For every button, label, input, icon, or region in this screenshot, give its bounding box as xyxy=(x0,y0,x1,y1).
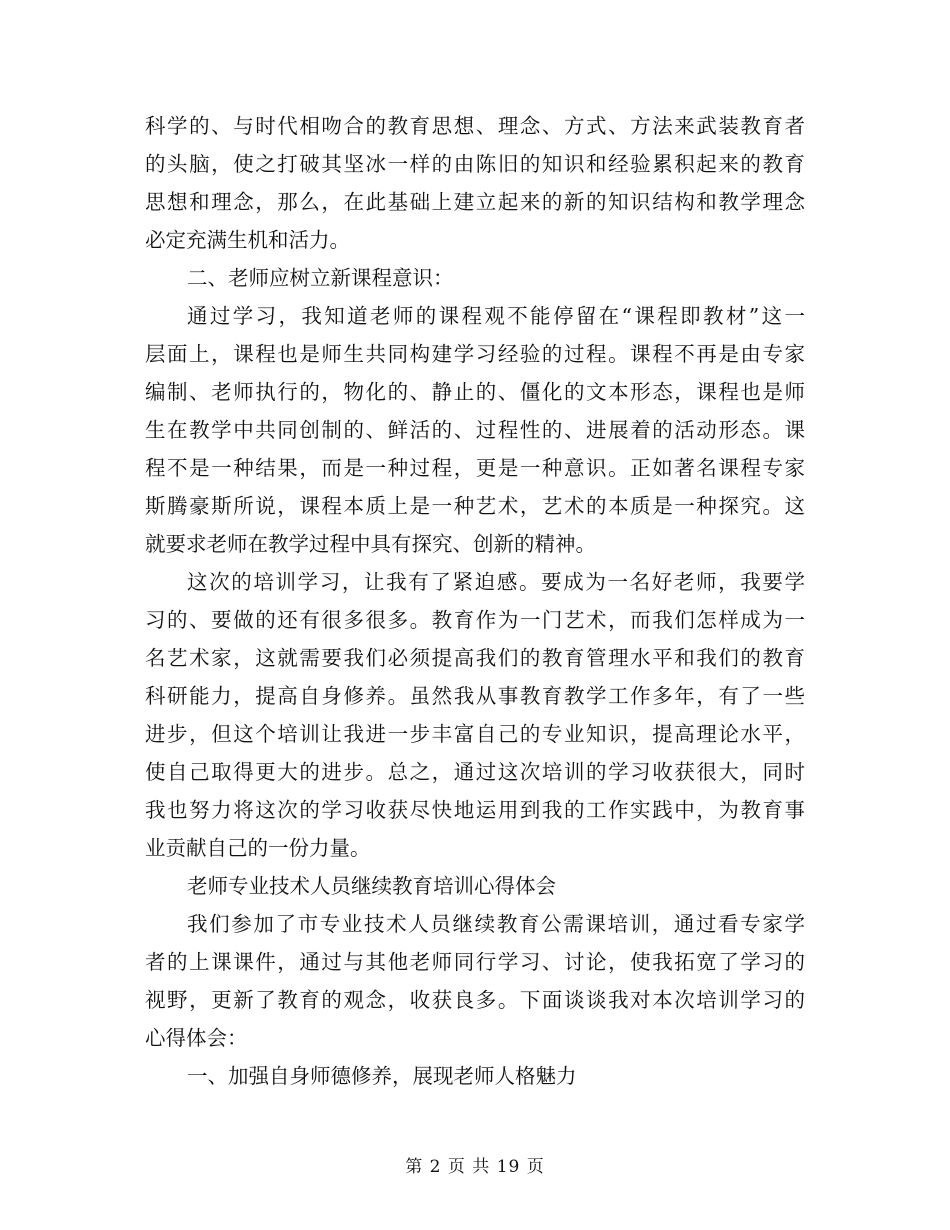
text-line: 编制、老师执行的，物化的、静止的、僵化的文本形态，课程也是师 xyxy=(145,380,805,404)
text-line: 业贡献自己的一份力量。 xyxy=(145,836,371,860)
text-line: 老师专业技术人员继续教育培训心得体会 xyxy=(187,874,556,898)
text-line: 科研能力，提高自身修养。虽然我从事教育教学工作多年，有了一些 xyxy=(145,684,805,708)
text-line: 二、老师应树立新课程意识： xyxy=(187,266,454,290)
text-line: 使自己取得更大的进步。总之，通过这次培训的学习收获很大，同时 xyxy=(145,760,805,784)
text-line: 思想和理念，那么，在此基础上建立起来的新的知识结构和教学理念 xyxy=(145,190,805,214)
text-line: 视野，更新了教育的观念，收获良多。下面谈谈我对本次培训学习的 xyxy=(145,988,805,1012)
text-line: 通过学习，我知道老师的课程观不能停留在“课程即教材”这一 xyxy=(187,304,805,328)
text-line: 我也努力将这次的学习收获尽快地运用到我的工作实践中，为教育事 xyxy=(145,798,805,822)
text-line: 就要求老师在教学过程中具有探究、创新的精神。 xyxy=(145,532,596,556)
text-line: 科学的、与时代相吻合的教育思想、理念、方式、方法来武装教育者 xyxy=(145,114,805,138)
text-line: 我们参加了市专业技术人员继续教育公需课培训，通过看专家学 xyxy=(187,912,805,936)
text-line: 生在教学中共同创制的、鲜活的、过程性的、进展着的活动形态。课 xyxy=(145,418,805,442)
text-line: 一、加强自身师德修养，展现老师人格魅力 xyxy=(187,1064,577,1088)
text-line: 者的上课课件，通过与其他老师同行学习、讨论，使我拓宽了学习的 xyxy=(145,950,805,974)
text-line: 这次的培训学习，让我有了紧迫感。要成为一名好老师，我要学 xyxy=(187,570,805,594)
text-line: 必定充满生机和活力。 xyxy=(145,228,350,252)
text-line: 斯腾豪斯所说，课程本质上是一种艺术，艺术的本质是一种探究。这 xyxy=(145,494,805,518)
page-number-footer: 第 2 页 共 19 页 xyxy=(405,1157,545,1177)
text-line: 的头脑，使之打破其坚冰一样的由陈旧的知识和经验累积起来的教育 xyxy=(145,152,805,176)
text-line: 程不是一种结果，而是一种过程，更是一种意识。正如著名课程专家 xyxy=(145,456,805,480)
text-line: 习的、要做的还有很多很多。教育作为一门艺术，而我们怎样成为一 xyxy=(145,608,805,632)
document-body xyxy=(145,107,805,1095)
text-line: 层面上，课程也是师生共同构建学习经验的过程。课程不再是由专家 xyxy=(145,342,805,366)
text-line: 进步，但这个培训让我进一步丰富自己的专业知识，提高理论水平， xyxy=(145,722,805,746)
text-line: 名艺术家，这就需要我们必须提高我们的教育管理水平和我们的教育 xyxy=(145,646,805,670)
text-line: 心得体会： xyxy=(145,1026,248,1050)
